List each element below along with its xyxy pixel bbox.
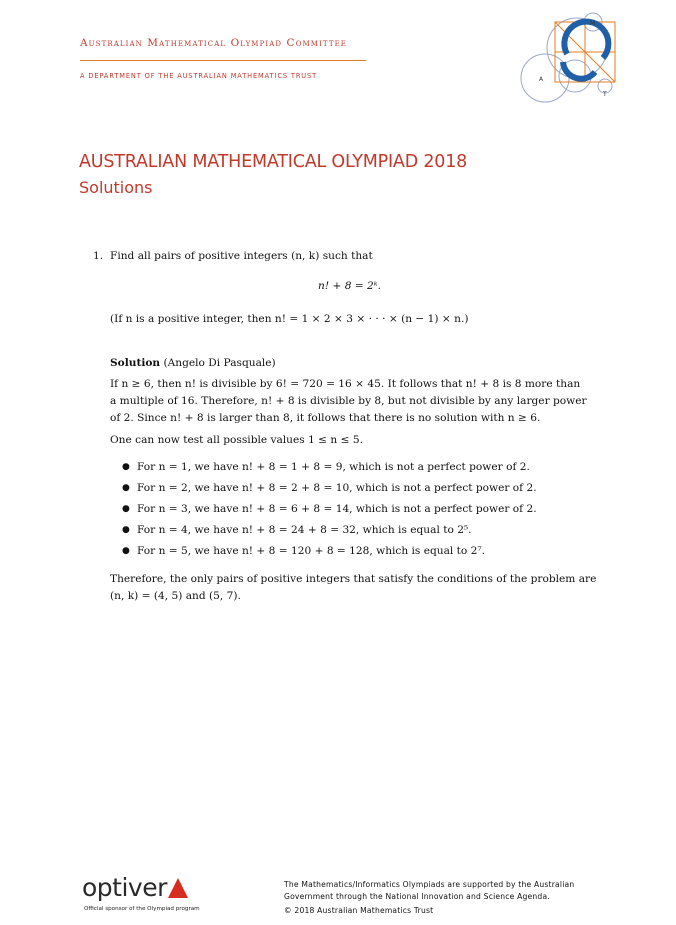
support-line1: The Mathematics/Informatics Olympiads are supported by the Australian: [284, 880, 575, 889]
header-rule: [80, 60, 366, 61]
department-line: A DEPARTMENT OF THE AUSTRALIAN MATHEMATICS TRUST: [80, 72, 318, 80]
case-item: For n = 5, we have n! + 8 = 120 + 8 = 128, which is equal to 2⁷.: [137, 545, 486, 557]
bullet-icon: ●: [122, 525, 130, 535]
logo-letter-t: T: [603, 91, 607, 98]
solution-heading-line: [110, 357, 276, 369]
bullet-icon: ●: [122, 462, 130, 472]
solution-para1-line1: If n ≥ 6, then n! is divisible by 6! = 720 = 16 × 45. It follows that n! + 8 is 8 more than: [110, 378, 581, 390]
case-item: For n = 1, we have n! + 8 = 1 + 8 = 9, which is not a perfect power of 2.: [137, 461, 530, 473]
solution-para1-line2: a multiple of 16. Therefore, n! + 8 is divisible by 8, but not divisible by any larger power: [110, 395, 587, 407]
solution-heading: Solution: [110, 357, 161, 369]
amt-logo: [515, 8, 625, 113]
logo-letter-a: A: [539, 76, 544, 83]
document-subtitle: Solutions: [79, 178, 153, 197]
bullet-icon: ●: [122, 483, 130, 493]
optiver-wordmark: optiver: [82, 873, 167, 902]
optiver-logo: [82, 873, 188, 902]
case-item: For n = 4, we have n! + 8 = 24 + 8 = 32, which is equal to 2⁵.: [137, 524, 472, 536]
conclusion-line2: (n, k) = (4, 5) and (5, 7).: [110, 590, 241, 602]
case-item: For n = 2, we have n! + 8 = 2 + 8 = 10, which is not a perfect power of 2.: [137, 482, 537, 494]
problem-note: (If n is a positive integer, then n! = 1 × 2 × 3 × · · · × (n − 1) × n.): [110, 313, 469, 325]
conclusion-line1: Therefore, the only pairs of positive integers that satisfy the conditions of the problem are: [110, 573, 597, 585]
problem-equation: n! + 8 = 2ᵏ.: [318, 280, 382, 292]
solution-para1-line3: of 2. Since n! + 8 is larger than 8, it follows that there is no solution with n ≥ 6.: [110, 412, 541, 424]
support-line2: Government through the National Innovation and Science Agenda.: [284, 892, 550, 901]
case-item: For n = 3, we have n! + 8 = 6 + 8 = 14, which is not a perfect power of 2.: [137, 503, 537, 515]
bullet-icon: ●: [122, 504, 130, 514]
bullet-icon: ●: [122, 546, 130, 556]
logo-letter-m: M: [590, 20, 596, 27]
document-title: AUSTRALIAN MATHEMATICAL OLYMPIAD 2018: [79, 152, 468, 172]
optiver-triangle-icon: [168, 878, 188, 898]
solution-para2: One can now test all possible values 1 ≤ n ≤ 5.: [110, 434, 363, 446]
committee-name: Australian Mathematical Olympiad Committee: [80, 37, 348, 49]
solution-author: (Angelo Di Pasquale): [163, 357, 276, 369]
copyright-line: © 2018 Australian Mathematics Trust: [284, 906, 434, 915]
problem-statement: Find all pairs of positive integers (n, k) such that: [110, 250, 373, 262]
problem-number: 1.: [93, 250, 104, 262]
sponsor-note: Official sponsor of the Olympiad program: [84, 906, 200, 912]
